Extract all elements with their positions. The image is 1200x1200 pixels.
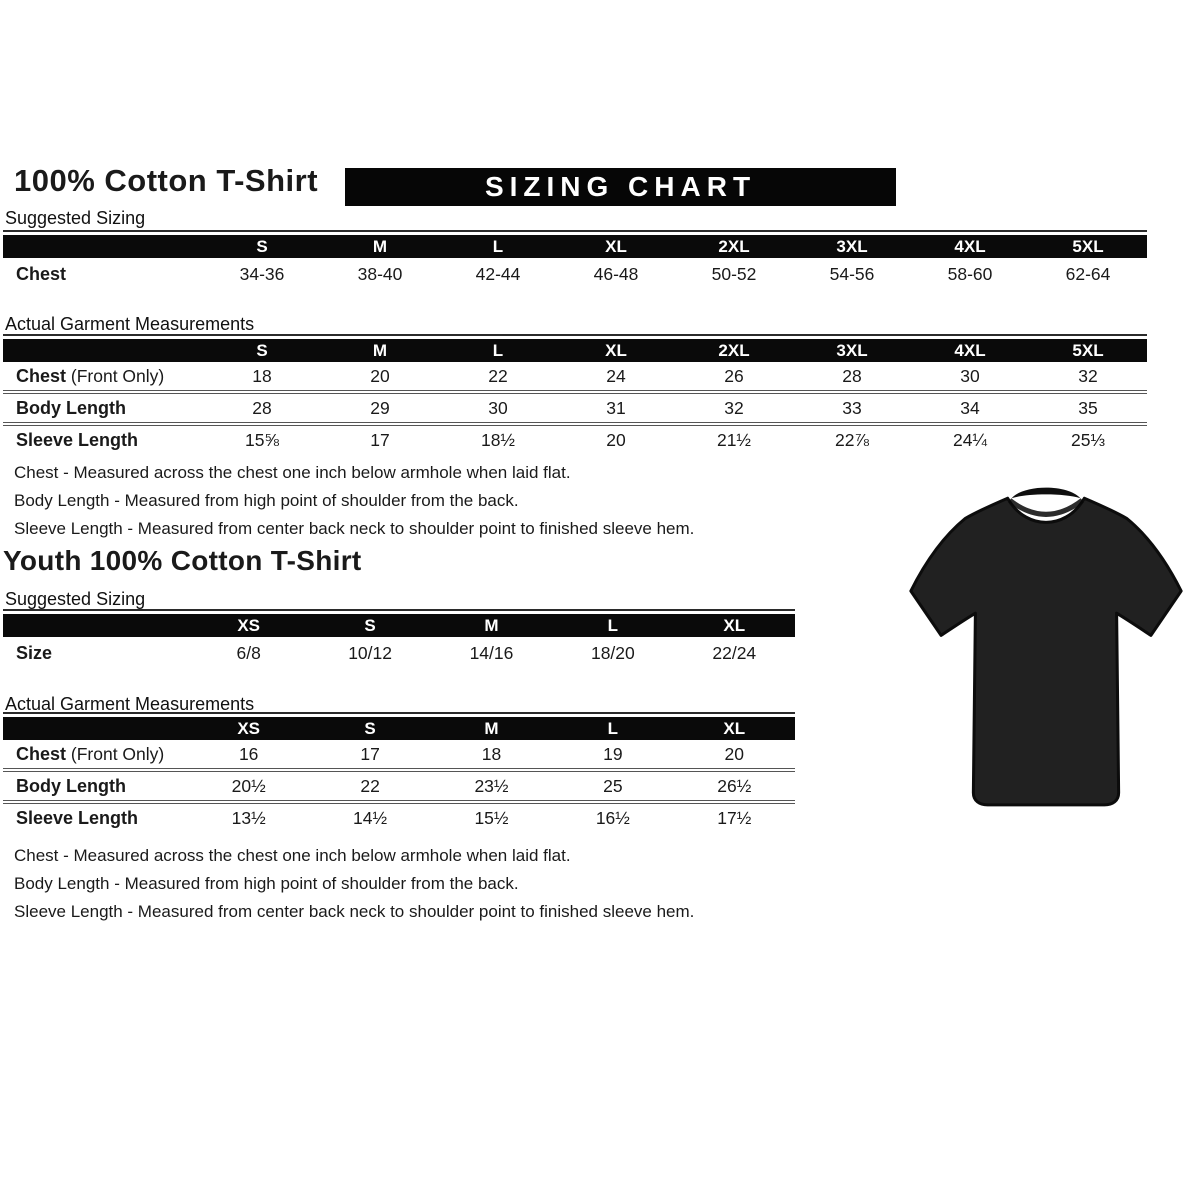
youth-actual-measurements-table — [3, 712, 795, 832]
table-cell: 34 — [911, 392, 1029, 424]
corner-cell — [3, 614, 188, 637]
table-cell: 10/12 — [348, 643, 392, 663]
column-header: S — [203, 339, 321, 362]
table-cell: 31 — [557, 392, 675, 424]
column-header: XS — [188, 614, 309, 637]
row-label: Sleeve Length — [3, 802, 188, 832]
table-cell: 18 — [481, 743, 502, 764]
column-header: M — [321, 339, 439, 362]
table-cell: 25 — [552, 770, 673, 802]
table-cell: 62-64 — [1065, 264, 1111, 284]
column-header: XL — [557, 235, 675, 258]
column-header: S — [309, 614, 430, 637]
table-cell: 29 — [321, 392, 439, 424]
table-cell: 6/8 — [236, 643, 261, 663]
column-header: 3XL — [793, 235, 911, 258]
table-cell: 20 — [724, 743, 745, 764]
row-label: Body Length — [3, 770, 188, 802]
column-header: M — [431, 614, 552, 637]
column-header: M — [431, 717, 552, 740]
youth-measurement-notes — [14, 842, 794, 926]
row-label-suffix: (Front Only) — [66, 365, 165, 386]
corner-cell — [3, 717, 188, 740]
table-cell: 38-40 — [357, 264, 403, 284]
header-row — [3, 614, 795, 637]
tshirt-image — [893, 474, 1199, 822]
adult-measurement-notes — [14, 459, 794, 543]
table-cell: 34-36 — [239, 264, 285, 284]
table-cell: 50-52 — [711, 264, 757, 284]
table-top-rule — [3, 334, 1147, 336]
table-cell: 17 — [360, 743, 380, 764]
header-row — [3, 235, 1147, 258]
column-header: L — [439, 339, 557, 362]
note-chest: Chest - Measured across the chest one inch below armhole when laid flat. — [14, 846, 571, 865]
row-label: Size — [16, 643, 53, 663]
table-cell: 24¼ — [911, 424, 1029, 454]
table-cell: 15⅝ — [203, 424, 321, 454]
table-cell: 26½ — [674, 770, 795, 802]
note-sleeve-length: Sleeve Length - Measured from center back neck to shoulder point to finished sleeve hem. — [14, 519, 695, 538]
table-cell: 54-56 — [829, 264, 875, 284]
table-row-chest — [3, 362, 1147, 392]
table-cell: 23½ — [431, 770, 552, 802]
table-cell: 32 — [1078, 365, 1098, 386]
row-label: Sleeve Length — [3, 424, 203, 454]
row-label — [3, 362, 203, 392]
column-header: 5XL — [1029, 339, 1147, 362]
table-cell: 14/16 — [469, 643, 514, 663]
table-cell: 22 — [309, 770, 430, 802]
table-row-sleeve-length — [3, 802, 795, 832]
column-header: L — [552, 717, 673, 740]
column-header: 3XL — [793, 339, 911, 362]
table-cell: 24 — [606, 365, 626, 386]
table-cell: 20 — [370, 365, 390, 386]
table-cell: 26 — [724, 365, 744, 386]
table-cell: 18½ — [439, 424, 557, 454]
table-row-chest — [3, 740, 795, 770]
table-row-chest — [3, 258, 1147, 291]
table-cell: 22⅞ — [793, 424, 911, 454]
table-row-size — [3, 637, 795, 670]
column-header: 4XL — [911, 235, 1029, 258]
column-header: 4XL — [911, 339, 1029, 362]
adult-suggested-sizing-table — [3, 230, 1147, 291]
table-cell: 42-44 — [475, 264, 521, 284]
table-cell: 30 — [960, 365, 980, 386]
table-cell: 21½ — [675, 424, 793, 454]
column-header: S — [309, 717, 430, 740]
row-label-main: Chest — [16, 743, 67, 764]
black-tshirt-icon — [893, 474, 1199, 822]
table-cell: 16 — [238, 743, 259, 764]
adult-suggested-sizing-label: Suggested Sizing — [5, 208, 146, 228]
column-header: XL — [674, 614, 795, 637]
table-cell: 18 — [252, 365, 272, 386]
table-top-rule — [3, 609, 795, 611]
youth-suggested-sizing-table — [3, 609, 795, 670]
table-cell: 15½ — [431, 802, 552, 832]
table-cell: 13½ — [188, 802, 309, 832]
row-label: Body Length — [3, 392, 203, 424]
note-body-length: Body Length - Measured from high point of shoulder from the back. — [14, 491, 519, 510]
column-header: XL — [557, 339, 675, 362]
table-cell: 58-60 — [947, 264, 993, 284]
table-cell: 20 — [557, 424, 675, 454]
sizing-chart-banner: SIZING CHART — [345, 168, 896, 206]
table-cell: 16½ — [552, 802, 673, 832]
table-cell: 28 — [842, 365, 862, 386]
column-header: L — [552, 614, 673, 637]
table-row-body-length — [3, 770, 795, 802]
column-header: 2XL — [675, 339, 793, 362]
table-top-rule — [3, 230, 1147, 232]
table-cell: 17 — [321, 424, 439, 454]
table-cell: 25⅓ — [1029, 424, 1147, 454]
header-row — [3, 717, 795, 740]
column-header: XS — [188, 717, 309, 740]
table-cell: 19 — [603, 743, 623, 764]
header-row — [3, 339, 1147, 362]
table-cell: 35 — [1029, 392, 1147, 424]
column-header: S — [203, 235, 321, 258]
table-cell: 32 — [675, 392, 793, 424]
adult-actual-measurements-table — [3, 334, 1147, 454]
table-cell: 17½ — [674, 802, 795, 832]
youth-section-title: Youth 100% Cotton T-Shirt — [3, 545, 362, 576]
column-header: L — [439, 235, 557, 258]
table-cell: 30 — [439, 392, 557, 424]
corner-cell — [3, 339, 203, 362]
note-chest: Chest - Measured across the chest one inch below armhole when laid flat. — [14, 463, 571, 482]
table-row-sleeve-length — [3, 424, 1147, 454]
table-cell: 28 — [203, 392, 321, 424]
column-header: 2XL — [675, 235, 793, 258]
table-cell: 33 — [793, 392, 911, 424]
column-header: M — [321, 235, 439, 258]
adult-actual-measurements-label: Actual Garment Measurements — [5, 314, 255, 334]
note-sleeve-length: Sleeve Length - Measured from center back neck to shoulder point to finished sleeve hem. — [14, 902, 695, 921]
row-label — [3, 740, 188, 770]
table-cell: 18/20 — [590, 643, 635, 663]
column-header: 5XL — [1029, 235, 1147, 258]
table-cell: 20½ — [188, 770, 309, 802]
row-label: Chest — [16, 264, 67, 284]
youth-suggested-sizing-label: Suggested Sizing — [5, 589, 146, 609]
corner-cell — [3, 235, 203, 258]
note-body-length: Body Length - Measured from high point of shoulder from the back. — [14, 874, 519, 893]
table-row-body-length — [3, 392, 1147, 424]
row-label-main: Chest — [16, 365, 67, 386]
table-cell: 22 — [488, 365, 508, 386]
page-title: 100% Cotton T-Shirt — [14, 163, 319, 198]
youth-actual-measurements-label: Actual Garment Measurements — [5, 694, 255, 714]
table-cell: 46-48 — [593, 264, 639, 284]
table-cell: 14½ — [309, 802, 430, 832]
table-top-rule — [3, 712, 795, 714]
column-header: XL — [674, 717, 795, 740]
row-label-suffix: (Front Only) — [66, 743, 165, 764]
table-cell: 22/24 — [712, 643, 757, 663]
